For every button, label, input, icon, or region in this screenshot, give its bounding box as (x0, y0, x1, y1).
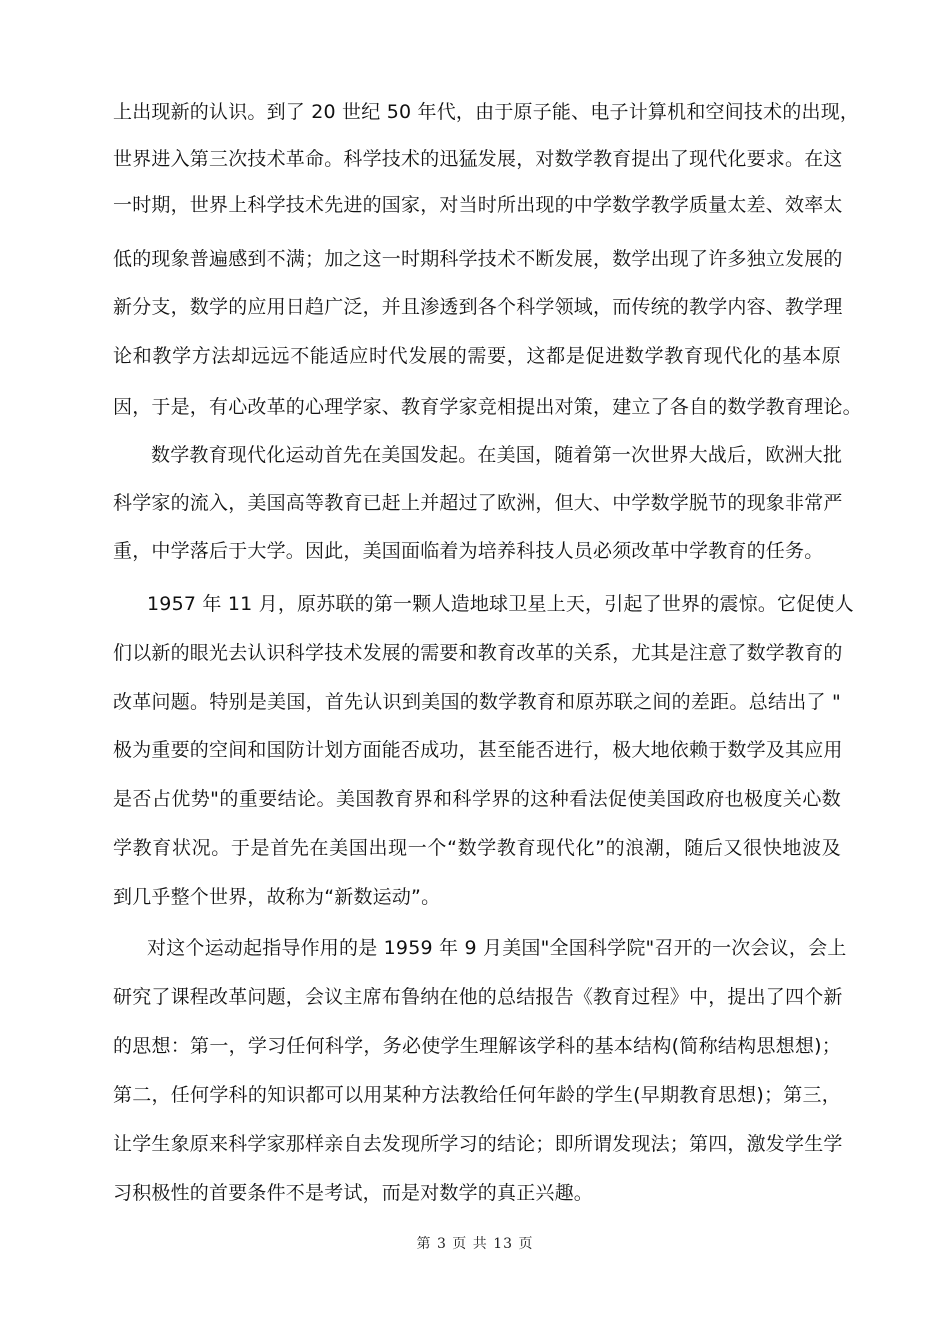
body-text-line: 的思想：第一，学习任何科学，务必使学生理解该学科的基本结构(简称结构思想想)； (113, 1035, 841, 1057)
body-text-line: 第二，任何学科的知识都可以用某种方法教给任何年龄的学生(早期教育思想)；第三， (113, 1084, 841, 1106)
paragraph-first-line: 1957 年 11 月，原苏联的第一颗人造地球卫星上天，引起了世界的震惊。它促使人 (147, 593, 854, 615)
body-text-line: 低的现象普遍感到不满；加之这一时期科学技术不断发展，数学出现了许多独立发展的 (113, 248, 843, 270)
paragraph-first-line: 对这个运动起指导作用的是 1959 年 9 月美国"全国科学院"召开的一次会议，会上 (147, 937, 847, 959)
body-text-line: 科学家的流入，美国高等教育已赶上并超过了欧洲，但大、中学数学脱节的现象非常严 (113, 492, 843, 514)
body-text-line: 研究了课程改革问题，会议主席布鲁纳在他的总结报告《教育过程》中，提出了四个新 (113, 986, 843, 1008)
body-text-line: 上出现新的认识。到了 20 世纪 50 年代，由于原子能、电子计算机和空间技术的出现， (113, 101, 860, 123)
page-number-footer: 第 3 页 共 13 页 (416, 1236, 534, 1252)
body-text-line: 一时期，世界上科学技术先进的国家，对当时所出现的中学数学教学质量太差、效率太 (113, 194, 843, 216)
body-text-line: 是否占优势"的重要结论。美国教育界和科学界的这种看法促使美国政府也极度关心数 (113, 788, 841, 810)
body-text-line: 极为重要的空间和国防计划方面能否成功，甚至能否进行，极大地依赖于数学及其应用 (113, 739, 843, 761)
paragraph-first-line: 数学教育现代化运动首先在美国发起。在美国，随着第一次世界大战后，欧洲大批 (151, 444, 843, 466)
body-text-line: 让学生象原来科学家那样亲自去发现所学习的结论；即所谓发现法；第四，激发学生学 (113, 1133, 843, 1155)
body-text-line: 新分支，数学的应用日趋广泛，并且渗透到各个科学领域，而传统的教学内容、教学理 (113, 296, 843, 318)
body-text-line: 学教育状况。于是首先在美国出现一个“数学教育现代化”的浪潮，随后又很快地波及 (113, 837, 841, 859)
body-text-line: 世界进入第三次技术革命。科学技术的迅猛发展，对数学教育提出了现代化要求。在这 (113, 148, 843, 170)
body-text-line: 习积极性的首要条件不是考试，而是对数学的真正兴趣。 (113, 1182, 594, 1204)
body-text-line: 论和教学方法却远远不能适应时代发展的需要，这都是促进数学教育现代化的基本原 (113, 345, 841, 367)
body-text-line: 改革问题。特别是美国，首先认识到美国的数学教育和原苏联之间的差距。总结出了 " (113, 691, 841, 713)
body-text-line: 们以新的眼光去认识科学技术发展的需要和教育改革的关系，尤其是注意了数学教育的 (113, 642, 843, 664)
body-text-line: 到几乎整个世界，故称为“新数运动”。 (113, 886, 441, 908)
body-text-line: 重，中学落后于大学。因此，美国面临着为培养科技人员必须改革中学教育的任务。 (113, 540, 824, 562)
body-text-line: 因，于是，有心改革的心理学家、教育学家竞相提出对策，建立了各自的数学教育理论。 (113, 396, 862, 418)
